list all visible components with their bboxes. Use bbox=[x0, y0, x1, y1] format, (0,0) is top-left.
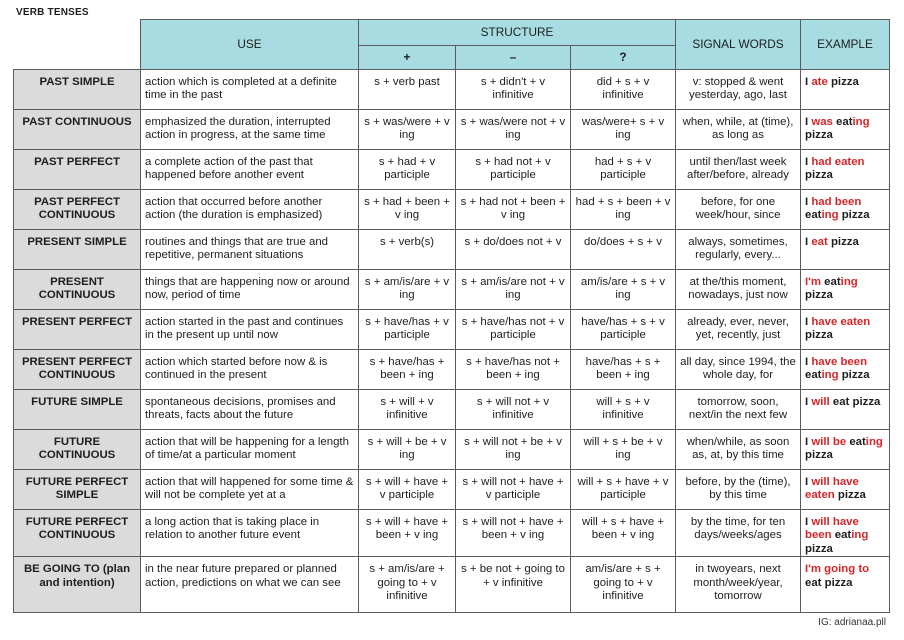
credit-text: IG: adrianaa.pll bbox=[818, 617, 886, 628]
page-title: VERB TENSES bbox=[16, 7, 89, 18]
table-row bbox=[14, 470, 890, 510]
example-text: I bbox=[805, 116, 812, 128]
table-row bbox=[14, 190, 890, 230]
example-sentence bbox=[801, 390, 890, 430]
signal-words: tomorrow, soon, next/in the next few bbox=[676, 390, 801, 430]
example-text: pizza bbox=[805, 329, 833, 342]
structure-question: did + s + v infinitive bbox=[571, 70, 676, 110]
structure-negative: s + be not + going to + v infinitive bbox=[456, 557, 571, 613]
example-sentence bbox=[801, 470, 890, 510]
example-highlight: will be bbox=[811, 436, 847, 448]
tense-name: PAST CONTINUOUS bbox=[14, 110, 141, 150]
structure-question: am/is/are + s + v ing bbox=[571, 270, 676, 310]
example-highlight: had eaten bbox=[811, 156, 865, 168]
tense-use: things that are happening now or around now, period of time bbox=[141, 270, 359, 310]
example-sentence bbox=[801, 270, 890, 310]
structure-affirmative: s + was/were + v ing bbox=[359, 110, 456, 150]
example-highlight: will have been bbox=[805, 516, 859, 542]
signal-words: before, by the (time), by this time bbox=[676, 470, 801, 510]
structure-negative: s + was/were not + v ing bbox=[456, 110, 571, 150]
header-structure: STRUCTURE bbox=[359, 20, 676, 46]
tense-use: action that will be happening for a length of time/at a particular moment bbox=[141, 430, 359, 470]
structure-negative: s + am/is/are not + v ing bbox=[456, 270, 571, 310]
structure-negative: s + have/has not + been + ing bbox=[456, 350, 571, 390]
signal-words: all day, since 1994, the whole day, for bbox=[676, 350, 801, 390]
example-highlight: I'm bbox=[805, 276, 822, 288]
example-text: eat bbox=[846, 436, 866, 448]
tense-use: spontaneous decisions, promises and threats, facts about the future bbox=[141, 390, 359, 430]
example-highlight: had been bbox=[811, 196, 862, 208]
structure-question: will + s + v infinitive bbox=[571, 390, 676, 430]
structure-negative: s + will not + be + v ing bbox=[456, 430, 571, 470]
structure-question: will + s + have + been + v ing bbox=[571, 510, 676, 557]
example-text: pizza bbox=[805, 129, 833, 142]
tense-name: BE GOING TO (plan and intention) bbox=[14, 557, 141, 613]
example-text: pizza bbox=[834, 489, 866, 502]
example-highlight: have been bbox=[811, 356, 868, 368]
example-text: pizza bbox=[805, 169, 833, 182]
example-highlight: ate bbox=[811, 76, 828, 88]
tense-use: routines and things that are true and repetitive, permanent situations bbox=[141, 230, 359, 270]
example-sentence bbox=[801, 310, 890, 350]
structure-question: was/were+ s + v ing bbox=[571, 110, 676, 150]
example-highlight: ing bbox=[840, 276, 858, 288]
example-text: I bbox=[805, 356, 812, 368]
structure-question: had + s + been + v ing bbox=[571, 190, 676, 230]
example-text: eat bbox=[831, 529, 852, 542]
verb-tenses-table bbox=[13, 19, 890, 613]
structure-negative: s + do/does not + v bbox=[456, 230, 571, 270]
example-sentence bbox=[801, 510, 890, 557]
structure-affirmative: s + will + have + v participle bbox=[359, 470, 456, 510]
header-affirmative: + bbox=[359, 46, 456, 70]
tense-use: emphasized the duration, interrupted action in progress, at the same time bbox=[141, 110, 359, 150]
tense-use: action which is completed at a definite time in the past bbox=[141, 70, 359, 110]
structure-negative: s + didn't + v infinitive bbox=[456, 70, 571, 110]
table-row bbox=[14, 230, 890, 270]
header-negative: – bbox=[456, 46, 571, 70]
example-highlight: ing bbox=[851, 529, 869, 542]
signal-words: at the/this moment, nowadays, just now bbox=[676, 270, 801, 310]
example-text: I bbox=[805, 156, 812, 168]
example-text: pizza bbox=[805, 289, 833, 302]
header-signal-words: SIGNAL WORDS bbox=[676, 20, 801, 70]
structure-affirmative: s + have/has + v participle bbox=[359, 310, 456, 350]
example-sentence bbox=[801, 150, 890, 190]
tense-name: PRESENT CONTINUOUS bbox=[14, 270, 141, 310]
structure-negative: s + have/has not + v participle bbox=[456, 310, 571, 350]
structure-negative: s + will not + have + been + v ing bbox=[456, 510, 571, 557]
table-row bbox=[14, 430, 890, 470]
signal-words: by the time, for ten days/weeks/ages bbox=[676, 510, 801, 557]
structure-affirmative: s + am/is/are + v ing bbox=[359, 270, 456, 310]
signal-words: v: stopped & went yesterday, ago, last bbox=[676, 70, 801, 110]
structure-question: have/has + s + v participle bbox=[571, 310, 676, 350]
tense-name: FUTURE CONTINUOUS bbox=[14, 430, 141, 470]
header-example: EXAMPLE bbox=[801, 20, 890, 70]
example-highlight: have eaten bbox=[811, 316, 871, 328]
tense-use: a complete action of the past that happened before another event bbox=[141, 150, 359, 190]
structure-question: will + s + be + v ing bbox=[571, 430, 676, 470]
signal-words: always, sometimes, regularly, every... bbox=[676, 230, 801, 270]
structure-affirmative: s + verb past bbox=[359, 70, 456, 110]
tense-use: a long action that is taking place in relation to another future event bbox=[141, 510, 359, 557]
structure-affirmative: s + am/is/are + going to + v infinitive bbox=[359, 557, 456, 613]
example-highlight: ing bbox=[821, 209, 839, 222]
table-row bbox=[14, 270, 890, 310]
structure-negative: s + will not + have + v participle bbox=[456, 470, 571, 510]
table-row bbox=[14, 510, 890, 557]
signal-words: when, while, at (time), as long as bbox=[676, 110, 801, 150]
corner-cell bbox=[14, 20, 141, 70]
structure-negative: s + had not + been + v ing bbox=[456, 190, 571, 230]
example-text: eat pizza bbox=[805, 576, 853, 589]
structure-affirmative: s + will + be + v ing bbox=[359, 430, 456, 470]
example-sentence bbox=[801, 557, 890, 613]
example-text: pizza bbox=[805, 542, 833, 555]
table-row bbox=[14, 310, 890, 350]
signal-words: already, ever, never, yet, recently, just bbox=[676, 310, 801, 350]
table-row bbox=[14, 150, 890, 190]
example-sentence bbox=[801, 190, 890, 230]
example-sentence bbox=[801, 230, 890, 270]
structure-affirmative: s + had + v participle bbox=[359, 150, 456, 190]
example-text: eat bbox=[805, 209, 822, 222]
example-text: pizza bbox=[827, 76, 859, 88]
example-highlight: will bbox=[811, 396, 830, 408]
example-highlight: eat bbox=[811, 236, 828, 248]
example-sentence bbox=[801, 110, 890, 150]
signal-words: before, for one week/hour, since bbox=[676, 190, 801, 230]
example-text: pizza bbox=[805, 449, 833, 462]
example-text: eat bbox=[821, 276, 841, 288]
header-use: USE bbox=[141, 20, 359, 70]
table-row bbox=[14, 110, 890, 150]
table-row bbox=[14, 70, 890, 110]
example-sentence bbox=[801, 430, 890, 470]
example-sentence bbox=[801, 70, 890, 110]
example-text: eat pizza bbox=[829, 396, 881, 408]
tense-name: PAST SIMPLE bbox=[14, 70, 141, 110]
structure-question: am/is/are + s + going to + v infinitive bbox=[571, 557, 676, 613]
tense-use: action that will happened for some time & will not be complete yet at a bbox=[141, 470, 359, 510]
tense-name: PRESENT SIMPLE bbox=[14, 230, 141, 270]
table-row bbox=[14, 557, 890, 613]
example-text: I bbox=[805, 316, 812, 328]
structure-affirmative: s + will + have + been + v ing bbox=[359, 510, 456, 557]
example-text: pizza bbox=[838, 209, 870, 222]
example-text: I bbox=[805, 436, 812, 448]
structure-question: do/does + s + v bbox=[571, 230, 676, 270]
example-text: eat bbox=[805, 369, 822, 382]
example-highlight: I'm going to bbox=[805, 563, 870, 576]
example-highlight: will have eaten bbox=[805, 476, 859, 502]
structure-question: will + s + have + v participle bbox=[571, 470, 676, 510]
structure-negative: s + had not + v participle bbox=[456, 150, 571, 190]
tense-use: action started in the past and continues in the present up until now bbox=[141, 310, 359, 350]
example-highlight: ing bbox=[821, 369, 839, 382]
signal-words: in twoyears, next month/week/year, tomorrow bbox=[676, 557, 801, 613]
structure-affirmative: s + will + v infinitive bbox=[359, 390, 456, 430]
signal-words: until then/last week after/before, already bbox=[676, 150, 801, 190]
table-row bbox=[14, 350, 890, 390]
tense-name: FUTURE PERFECT CONTINUOUS bbox=[14, 510, 141, 557]
tense-use: action that occurred before another action (the duration is emphasized) bbox=[141, 190, 359, 230]
structure-negative: s + will not + v infinitive bbox=[456, 390, 571, 430]
tense-use: in the near future prepared or planned action, predictions on what we can see bbox=[141, 557, 359, 613]
structure-affirmative: s + had + been + v ing bbox=[359, 190, 456, 230]
example-highlight: ing bbox=[865, 436, 883, 448]
structure-question: have/has + s + been + ing bbox=[571, 350, 676, 390]
example-sentence bbox=[801, 350, 890, 390]
header-question: ? bbox=[571, 46, 676, 70]
example-text: pizza bbox=[827, 236, 859, 248]
example-text: I bbox=[805, 76, 812, 88]
tense-name: PRESENT PERFECT bbox=[14, 310, 141, 350]
example-text: eat bbox=[832, 116, 853, 128]
example-highlight: was bbox=[811, 116, 833, 128]
example-highlight: ing bbox=[852, 116, 870, 128]
tense-use: action which started before now & is continued in the present bbox=[141, 350, 359, 390]
structure-affirmative: s + verb(s) bbox=[359, 230, 456, 270]
table-row bbox=[14, 390, 890, 430]
example-text: pizza bbox=[838, 369, 870, 382]
example-text: I bbox=[805, 516, 812, 528]
example-text: I bbox=[805, 236, 812, 248]
example-text: I bbox=[805, 396, 812, 408]
example-text: I bbox=[805, 196, 812, 208]
example-text: I bbox=[805, 476, 812, 488]
signal-words: when/while, as soon as, at, by this time bbox=[676, 430, 801, 470]
tense-name: PAST PERFECT CONTINUOUS bbox=[14, 190, 141, 230]
structure-question: had + s + v participle bbox=[571, 150, 676, 190]
tense-name: FUTURE SIMPLE bbox=[14, 390, 141, 430]
structure-affirmative: s + have/has + been + ing bbox=[359, 350, 456, 390]
tense-name: PRESENT PERFECT CONTINUOUS bbox=[14, 350, 141, 390]
tense-name: FUTURE PERFECT SIMPLE bbox=[14, 470, 141, 510]
tense-name: PAST PERFECT bbox=[14, 150, 141, 190]
